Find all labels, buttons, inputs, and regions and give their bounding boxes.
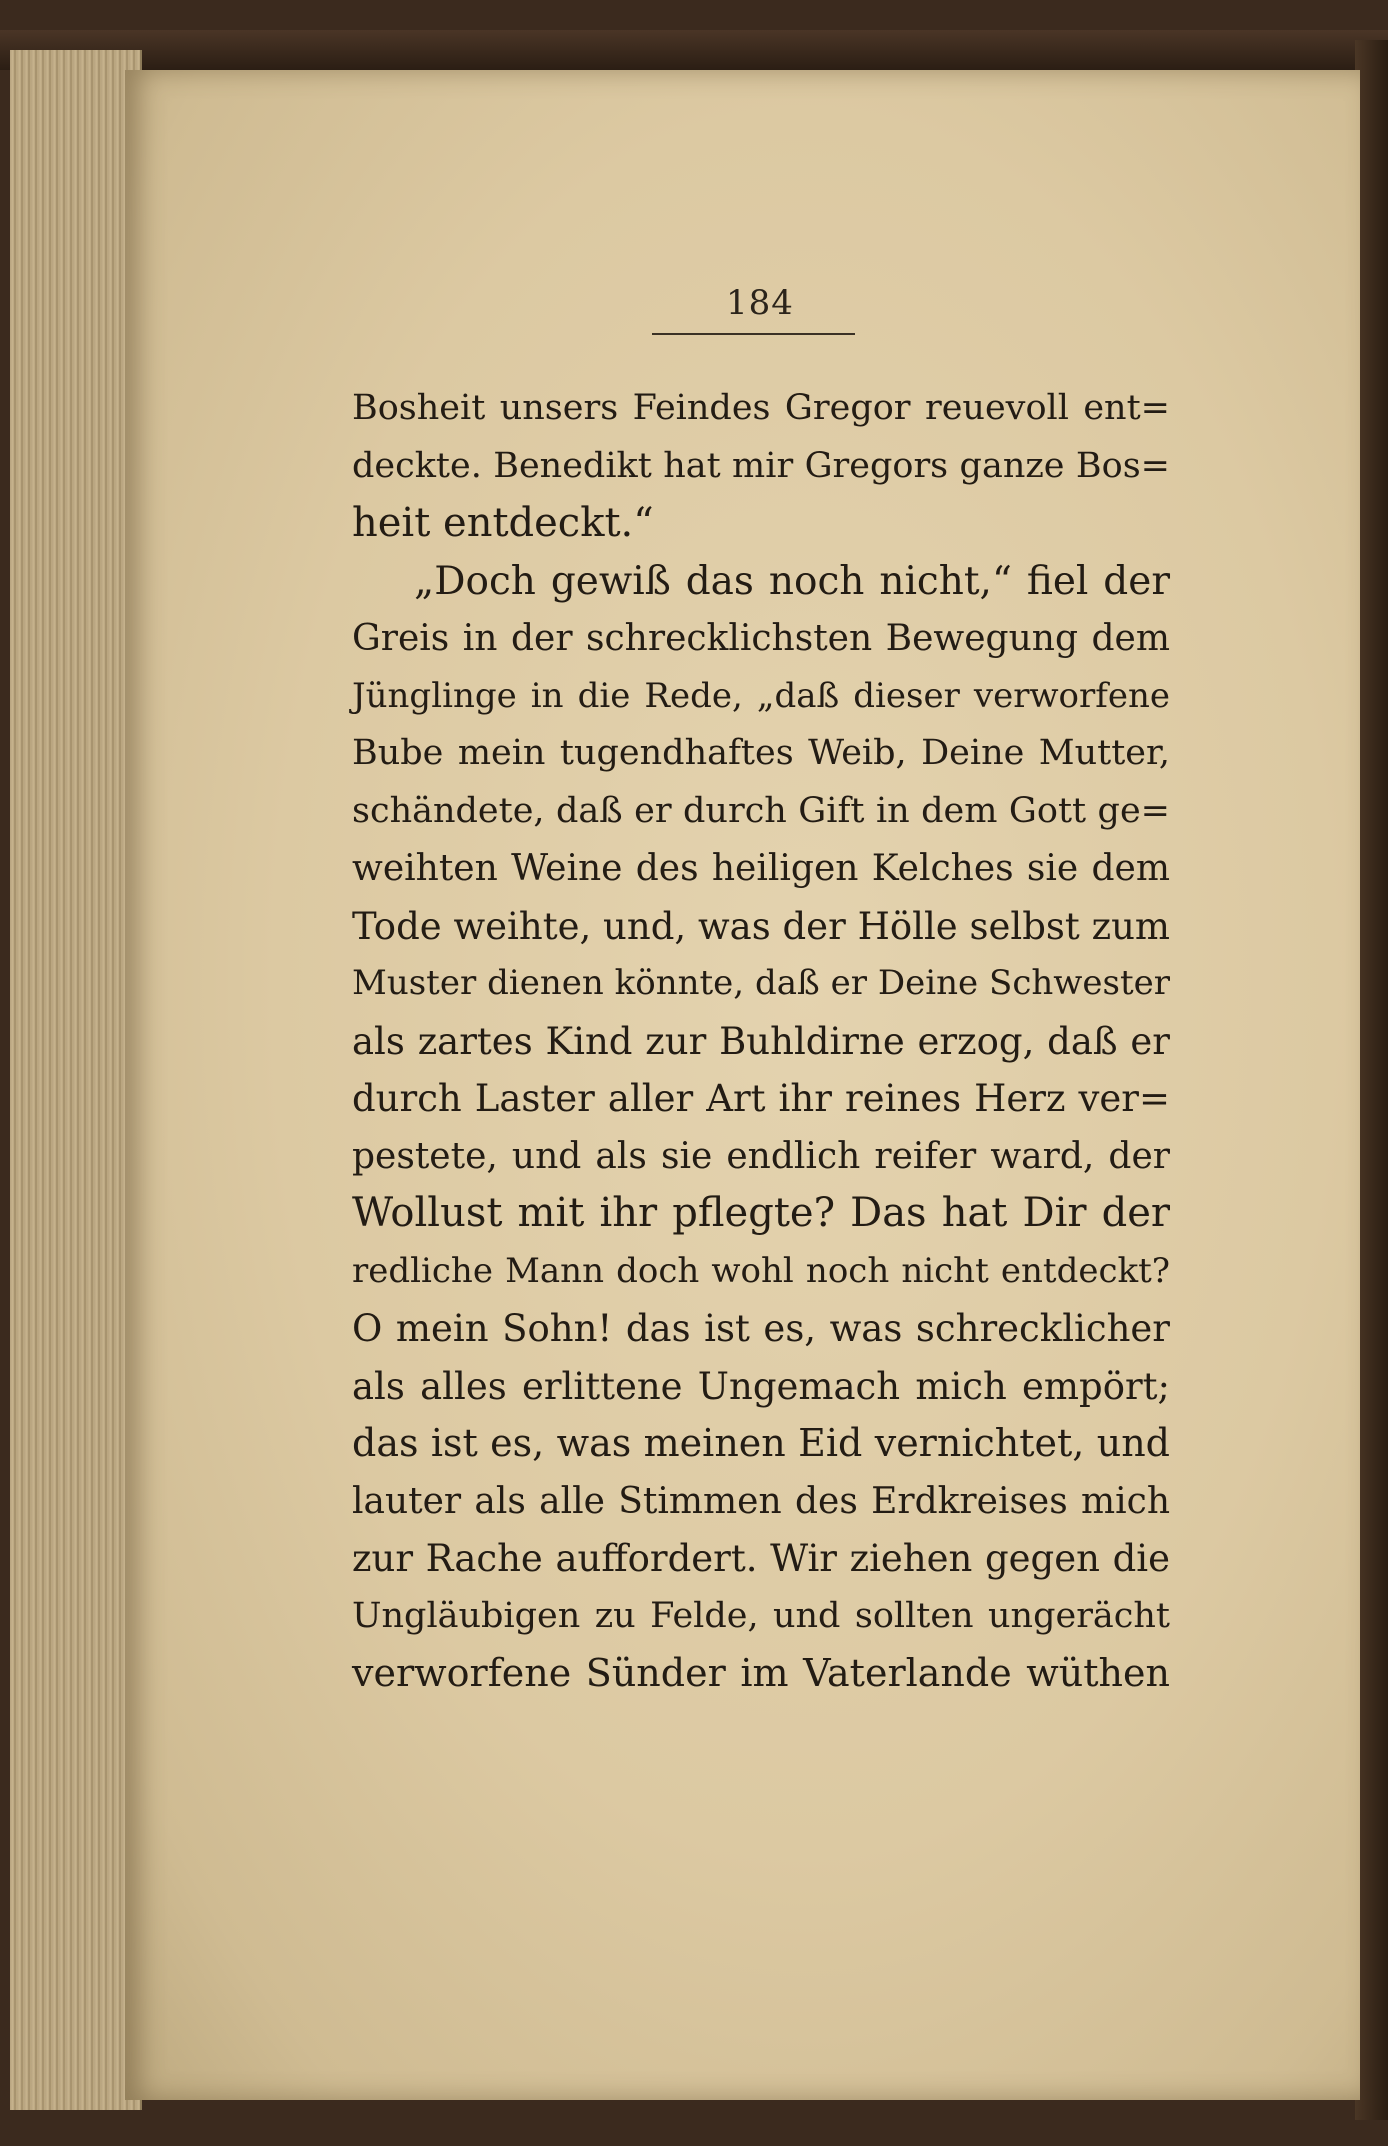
book-cover-top — [0, 30, 1388, 70]
text-line: weihten Weine des heiligen Kelches sie dem — [352, 848, 1170, 889]
text-line: deckte. Benedikt hat mir Gregors ganze Bos= — [352, 445, 1170, 486]
page-edges — [10, 50, 142, 2110]
text-line: als alles erlittene Ungemach mich empört; — [352, 1364, 1170, 1408]
page-number: 184 — [726, 283, 794, 323]
text-line: Jünglinge in die Rede, „daß dieser verworfene — [352, 675, 1170, 716]
text-line: das ist es, was meinen Eid vernichtet, und — [352, 1421, 1170, 1465]
text-line: lauter als alle Stimmen des Erdkreises mich — [352, 1480, 1170, 1522]
text-line: Ungläubigen zu Felde, und sollten ungerächt — [352, 1595, 1170, 1636]
text-line: O mein Sohn! das ist es, was schrecklicher — [352, 1307, 1170, 1350]
text-line: „Doch gewiß das noch nicht,“ fiel der — [414, 558, 1170, 604]
text-line: als zartes Kind zur Buhldirne erzog, daß er — [352, 1019, 1170, 1063]
text-line: verworfene Sünder im Vaterlande wüthen — [352, 1651, 1170, 1695]
text-line: Greis in der schrecklichsten Bewegung dem — [352, 618, 1170, 659]
text-line: heit entdeckt.“ — [352, 500, 654, 546]
body-text — [352, 380, 1170, 1703]
header-rule — [652, 333, 855, 335]
text-line: schändete, daß er durch Gift in dem Gott ge= — [352, 790, 1170, 831]
text-line: Muster dienen könnte, daß er Deine Schwester — [352, 963, 1170, 1003]
text-line: Bosheit unsers Feindes Gregor reuevoll ent= — [352, 388, 1170, 428]
text-line: Bube mein tugendhaftes Weib, Deine Mutter, — [352, 733, 1170, 773]
text-line: pestete, und als sie endlich reifer ward, der — [352, 1135, 1170, 1177]
text-line: Wollust mit ihr pflegte? Das hat Dir der — [352, 1190, 1170, 1236]
text-line: redliche Mann doch wohl noch nicht entdeckt? — [352, 1250, 1170, 1291]
text-line: Tode weihte, und, was der Hölle selbst zum — [352, 904, 1170, 948]
text-line: zur Rache auffordert. Wir ziehen gegen die — [352, 1537, 1170, 1580]
text-line: durch Laster aller Art ihr reines Herz ver= — [352, 1077, 1170, 1120]
